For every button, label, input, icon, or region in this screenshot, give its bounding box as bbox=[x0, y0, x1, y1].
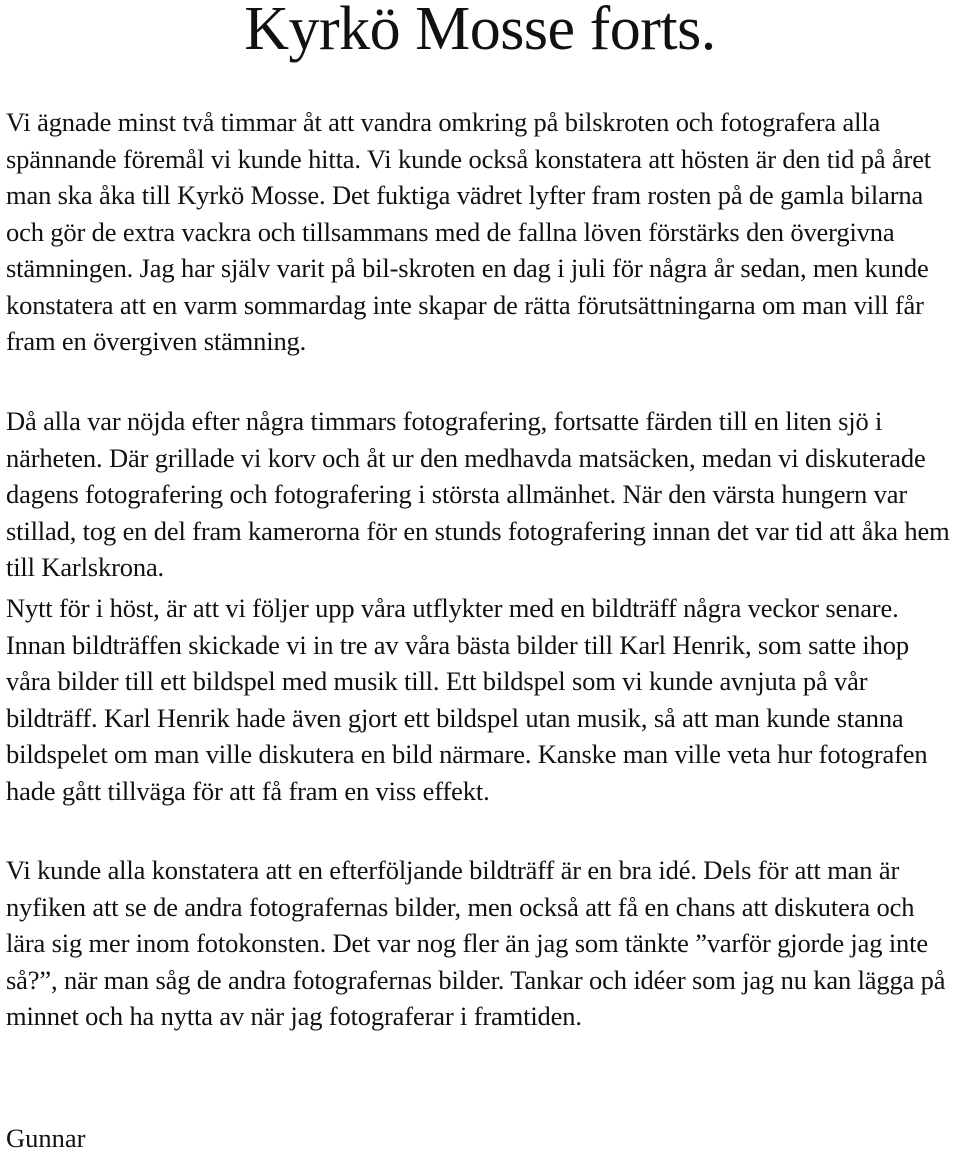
page-title: Kyrkö Mosse forts. bbox=[244, 0, 716, 63]
paragraph-slutsats: Vi kunde alla konstatera att en efterföljande bildträff är en bra idé. Dels för att man är nyfiken att se de andra fotografernas bilder, men också att få en chans att diskutera och lära sig mer inom fotokonsten. Det var nog fler än jag som tänkte ”varför gjorde jag inte så?”, när man såg de andra fotografernas bilder. Tankar och idéer som jag nu kan lägga på minnet och ha nytta av när jag fotograferar i framtiden. bbox=[6, 855, 946, 1031]
author-signature: Gunnar bbox=[6, 1123, 86, 1153]
paragraph-bilskroten: Vi ägnade minst två timmar åt att vandra omkring på bilskroten och fotografera alla spännande föremål vi kunde hitta. Vi kunde också konstatera att hösten är den tid på året man ska åka till Kyrkö Mosse. Det fuktiga vädret lyfter fram rosten på de gamla bilarna och gör de extra vackra och tillsammans med de fallna löven förstärks den övergivna stämningen. Jag har själv varit på bil-skroten en dag i juli för några år sedan, men kunde konstatera att en varm sommardag inte skapar de rätta förutsättningarna om man vill får fram en övergiven stämning. bbox=[6, 107, 932, 356]
paragraph-sjo: Då alla var nöjda efter några timmars fotografering, fortsatte färden till en liten sjö i närheten. Där grillade vi korv och åt ur den medhavda matsäcken, medan vi diskuterade dagens fotografering och fotografering i största allmänhet. När den värsta hungern var stillad, tog en del fram kamerorna för en stunds fotografering innan det var tid att åka hem till Karlskrona. bbox=[6, 406, 950, 582]
paragraph-bildtraff: Nytt för i höst, är att vi följer upp våra utflykter med en bildträff några veckor senare. Innan bildträffen skickade vi in tre av våra bästa bilder till Karl Henrik, som satte ihop våra bilder till ett bildspel med musik till. Ett bildspel som vi kunde avnjuta på vår bildträff. Karl Henrik hade även gjort ett bildspel utan musik, så att man kunde stanna bildspelet om man ville diskutera en bild närmare. Kanske man ville veta hur fotografen hade gått tillväga för att få fram en viss effekt. bbox=[6, 593, 928, 806]
